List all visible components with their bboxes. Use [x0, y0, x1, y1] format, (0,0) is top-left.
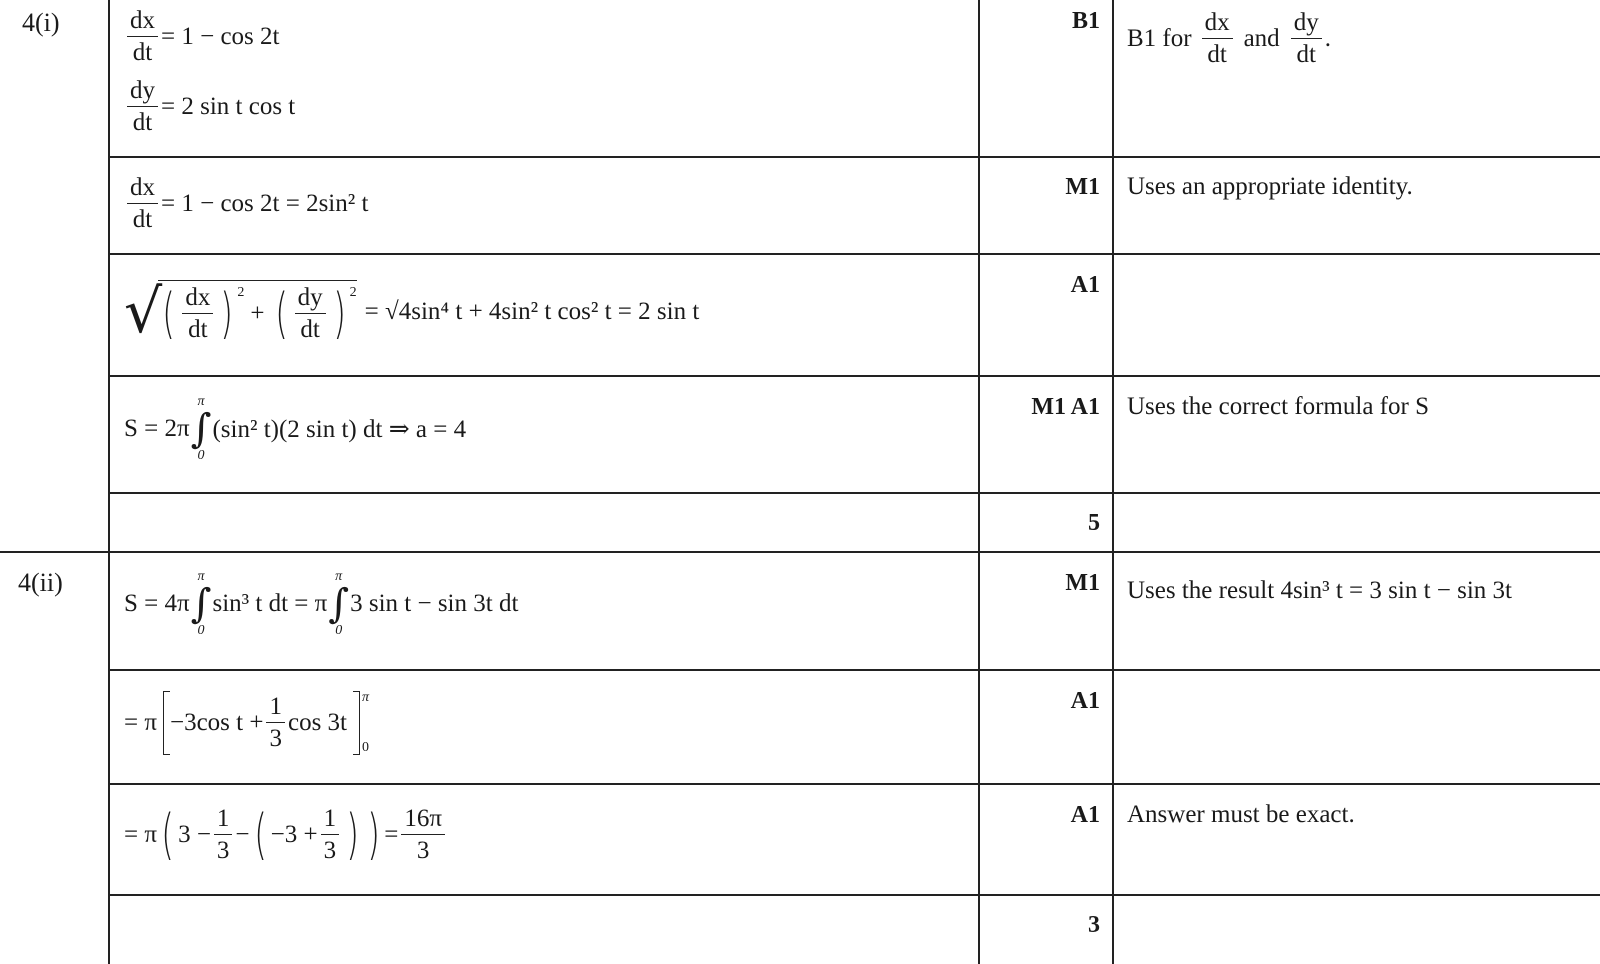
fraction	[401, 806, 445, 865]
denominator: 3	[216, 837, 230, 865]
numerator: 1	[266, 694, 285, 723]
guidance-row-1	[1127, 10, 1331, 69]
fraction	[321, 806, 340, 865]
fraction	[127, 8, 158, 67]
row-divider	[108, 492, 1600, 494]
denominator: dt	[132, 206, 153, 234]
integral	[328, 570, 349, 638]
lower-limit: 0	[197, 448, 205, 463]
integral-sign-icon: ∫	[190, 406, 212, 452]
numerator: dx	[1202, 10, 1233, 39]
lower-limit: 0	[362, 740, 369, 755]
equation-rhs: = √4sin⁴ t + 4sin² t cos² t = 2 sin t	[364, 297, 700, 325]
row-divider	[108, 894, 1600, 896]
mark-row-3: A1	[1070, 272, 1100, 298]
left-paren-icon: (	[253, 803, 267, 867]
term: cos 3t	[287, 709, 347, 736]
column-divider-2	[978, 0, 980, 964]
row-divider	[108, 253, 1600, 255]
denominator: 3	[269, 725, 282, 752]
guidance-prefix: B1 for	[1127, 25, 1192, 53]
fraction	[266, 694, 285, 753]
question-divider	[0, 551, 1600, 553]
numerator: dy	[295, 285, 326, 314]
equation-dy-dt	[124, 78, 295, 137]
equation-final-answer	[124, 803, 448, 867]
numerator: dx	[182, 285, 213, 314]
equation-antiderivative	[124, 690, 369, 756]
equation-lhs: = π	[124, 821, 157, 849]
left-paren-icon: (	[161, 803, 174, 867]
guidance-row-6: Uses the result 4sin³ t = 3 sin t − sin 3t	[1127, 577, 1512, 604]
equation-lhs: S = 4π	[124, 590, 190, 617]
equation-lhs: S = 2π	[124, 415, 190, 442]
mark-row-1: B1	[1071, 8, 1100, 34]
equation-dx-dt	[124, 8, 279, 67]
left-paren-icon: (	[274, 282, 288, 346]
integral	[191, 570, 212, 638]
right-paren-icon: )	[367, 803, 381, 867]
right-paren-icon: )	[346, 803, 359, 867]
equation-arc-length-integrand: √ ( $\frac{dx}{dt}$ ) $^2$ + ( $\frac{dy}{dt}$ ) $^2$ = √4sin⁴ t + 4sin² t cos² t = 2 sin t	[124, 276, 700, 347]
equation-identity	[124, 175, 368, 234]
numerator: 1	[321, 806, 340, 835]
denominator: dt	[1296, 41, 1316, 69]
question-label-4i: 4(i)	[22, 8, 60, 37]
row-divider	[108, 375, 1600, 377]
upper-limit: π	[197, 569, 205, 584]
guidance-period: .	[1324, 25, 1331, 53]
dx-dt-fraction	[1202, 10, 1233, 69]
column-divider-1	[108, 0, 110, 964]
total-mark-4i: 5	[1088, 510, 1100, 536]
guidance-and: and	[1243, 25, 1280, 53]
dy-dt-fraction	[1291, 10, 1322, 69]
term: −	[235, 821, 250, 849]
mark-row-4: M1 A1	[1031, 394, 1100, 420]
mark-row-6: M1	[1065, 570, 1100, 596]
guidance-row-4: Uses the correct formula for S	[1127, 393, 1429, 420]
right-paren-icon: )	[332, 282, 346, 346]
numerator: 1	[214, 806, 233, 835]
right-paren-icon: )	[220, 282, 234, 346]
denominator: dt	[1207, 41, 1227, 69]
integral	[191, 395, 212, 463]
fraction	[295, 285, 326, 344]
upper-limit: π	[335, 569, 343, 584]
equation-rhs: = 1 − cos 2t	[161, 23, 280, 51]
equation-lhs: = π	[124, 709, 157, 736]
denominator: dt	[132, 109, 153, 137]
guidance-row-2: Uses an appropriate identity.	[1127, 173, 1413, 200]
column-divider-3	[1112, 0, 1114, 964]
fraction	[127, 175, 158, 234]
total-mark-4ii: 3	[1088, 912, 1100, 938]
integral-sign-icon: ∫	[190, 581, 212, 627]
row-divider	[108, 783, 1600, 785]
equation-rhs: (sin² t)(2 sin t) dt ⇒ a = 4	[212, 416, 467, 443]
numerator: dx	[127, 175, 158, 204]
equation-surface-area-ii	[124, 570, 518, 638]
question-label-4ii: 4(ii)	[18, 568, 63, 597]
numerator: 16π	[401, 806, 445, 835]
equation-rhs: 3 sin t − sin 3t dt	[350, 590, 519, 617]
equation-surface-area	[124, 395, 466, 463]
equals-sign: =	[384, 821, 399, 849]
denominator: 3	[416, 837, 430, 865]
guidance-row-8: Answer must be exact.	[1127, 801, 1355, 828]
numerator: dx	[127, 8, 158, 37]
term: −3 +	[270, 821, 318, 849]
mark-row-2: M1	[1065, 174, 1100, 200]
mark-row-7: A1	[1070, 688, 1100, 714]
numerator: dy	[127, 78, 158, 107]
denominator: 3	[323, 837, 337, 865]
row-divider	[108, 156, 1600, 158]
denominator: dt	[188, 316, 208, 344]
equation-rhs: = 2 sin t cos t	[161, 93, 296, 121]
denominator: dt	[132, 39, 153, 67]
equation-middle: sin³ t dt = π	[212, 590, 328, 617]
equation-rhs: = 1 − cos 2t = 2sin² t	[161, 190, 369, 218]
fraction	[214, 806, 233, 865]
left-paren-icon: (	[162, 282, 176, 346]
upper-limit: π	[362, 690, 370, 705]
lower-limit: 0	[197, 623, 205, 638]
upper-limit: π	[197, 394, 205, 409]
row-divider	[108, 669, 1600, 671]
numerator: dy	[1291, 10, 1322, 39]
denominator: dt	[300, 316, 320, 344]
term: −3cos t +	[169, 709, 264, 736]
integral-sign-icon: ∫	[328, 581, 350, 627]
term: 3 −	[178, 821, 211, 849]
fraction	[182, 285, 213, 344]
sqrt-sign-icon: √	[124, 276, 163, 347]
mark-row-8: A1	[1070, 802, 1100, 828]
fraction	[127, 78, 158, 137]
lower-limit: 0	[335, 623, 343, 638]
